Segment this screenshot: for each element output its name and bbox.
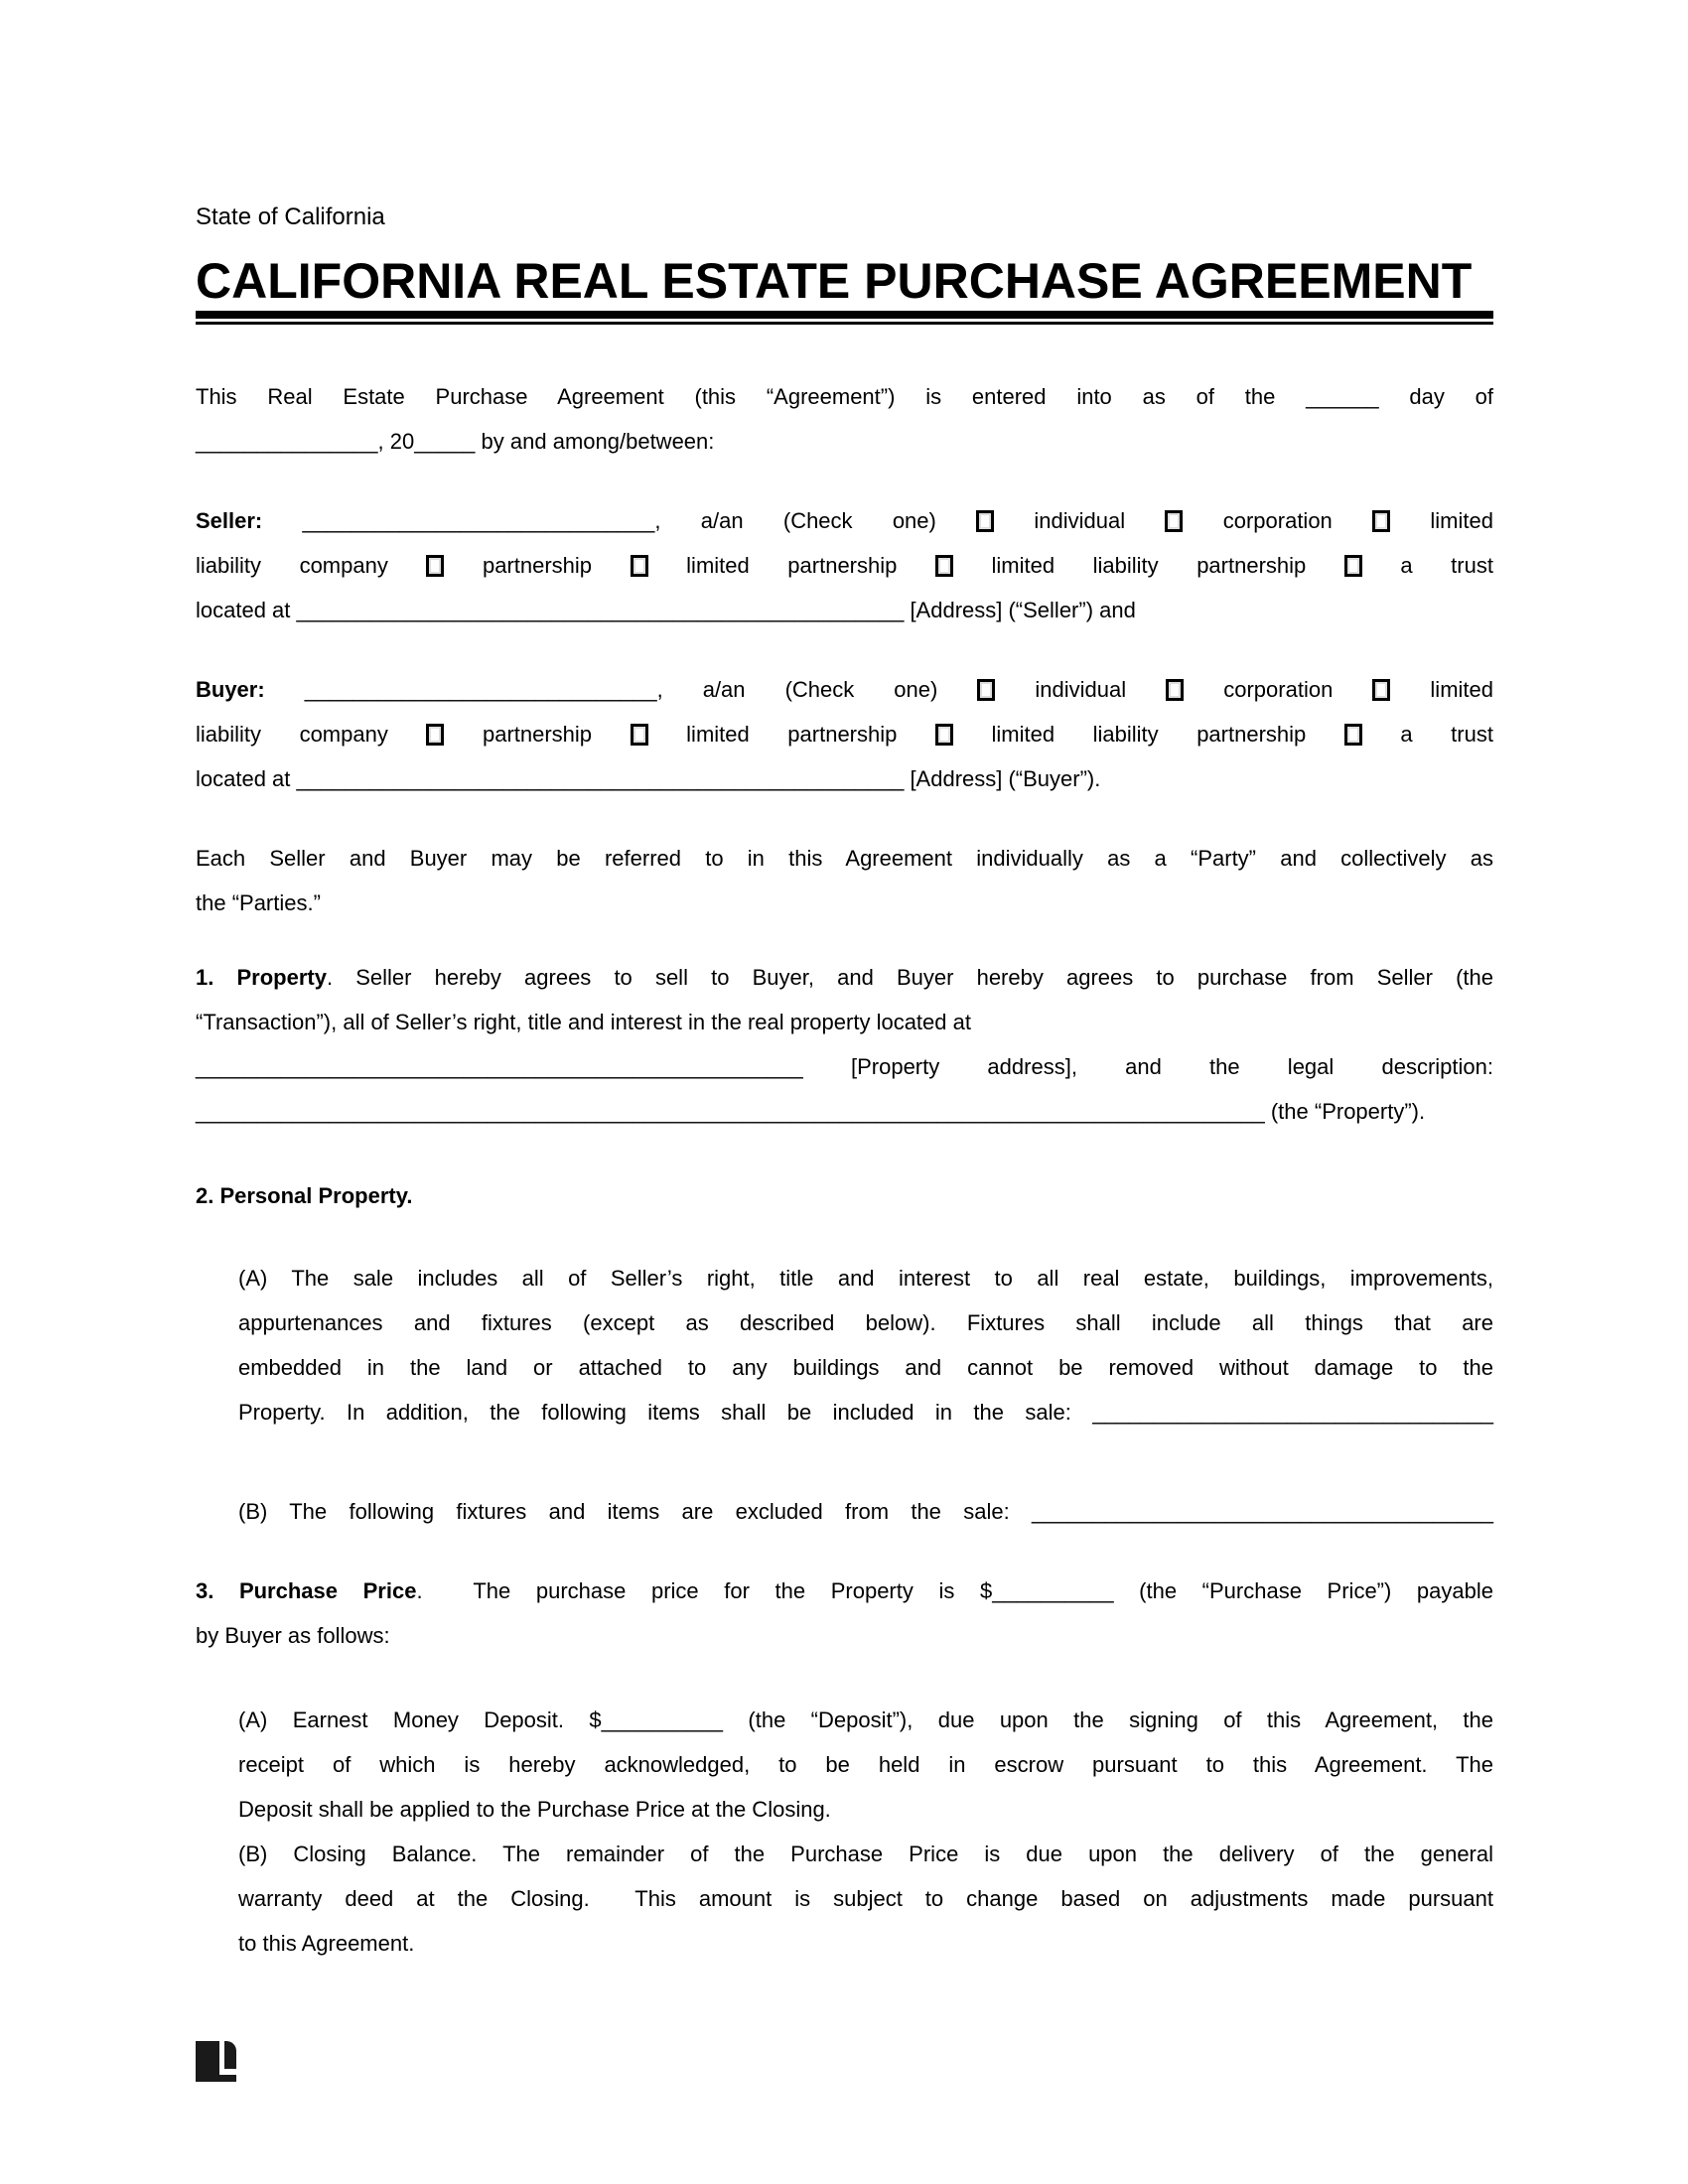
year-blank[interactable]: _____ <box>414 429 476 454</box>
seller-line-1 <box>196 498 1493 543</box>
seller-label: Seller: <box>196 508 263 533</box>
buyer-option-llc-label-part2: liability company <box>196 722 388 747</box>
parties-line-2: the “Parties.” <box>196 890 321 915</box>
seller-option-llc-label-part1: limited <box>1430 508 1493 533</box>
section-2-heading: 2. Personal Property. <box>196 1183 413 1208</box>
section-2-heading-row <box>196 1173 1493 1218</box>
buyer-option-trust-label: a trust <box>1400 722 1493 747</box>
parties-paragraph <box>196 836 1493 925</box>
buyer-checkbox-individual[interactable] <box>977 679 995 701</box>
section-1-line-3 <box>196 1044 1493 1089</box>
section-1-property <box>196 955 1493 1134</box>
seller-option-llc-label-part2: liability company <box>196 553 388 578</box>
buyer-address-blank[interactable]: __________________________________________________ <box>296 766 905 791</box>
logo-l-horizontal-cut <box>219 2069 236 2075</box>
seller-option-llp-label: limited liability partnership <box>991 553 1307 578</box>
section-2-subsection-a <box>238 1256 1493 1434</box>
text-run: [Address] (“Seller”) and <box>910 598 1136 622</box>
buyer-checkbox-corporation[interactable] <box>1166 679 1184 701</box>
seller-checkbox-corporation[interactable] <box>1165 510 1183 532</box>
text-run: located at <box>196 766 291 791</box>
seller-address-blank[interactable]: __________________________________________________ <box>296 598 905 622</box>
text-run: , a/an (Check one) <box>654 508 936 533</box>
text-run: . Seller hereby agrees to sell to Buyer, and Buyer hereby agrees to purchase from Seller (the <box>326 965 1493 990</box>
text-run: day of <box>1409 384 1493 409</box>
section-3b-line-3: to this Agreement. <box>238 1931 415 1956</box>
state-label: State of California <box>196 204 385 230</box>
seller-option-corporation-label: corporation <box>1222 508 1333 533</box>
buyer-checkbox-trust[interactable] <box>1344 724 1362 746</box>
buyer-line-3 <box>196 756 1493 801</box>
text-run: Property. In addition, the following items shall be included in the sale: <box>238 1400 1071 1425</box>
text-run: , 20 <box>377 429 415 454</box>
text-run: [Property address], and the legal description: <box>850 1054 1493 1079</box>
section-2b-line-1 <box>238 1489 1493 1534</box>
legal-templates-logo <box>196 2041 236 2082</box>
text-run: . The purchase price for the Property is $ <box>416 1578 993 1603</box>
buyer-line-1 <box>196 667 1493 712</box>
section-3a-line-3: Deposit shall be applied to the Purchase Price at the Closing. <box>238 1797 831 1822</box>
seller-paragraph <box>196 498 1493 632</box>
excluded-items-blank[interactable]: ______________________________________ <box>1032 1499 1493 1524</box>
seller-option-limited-partnership-label: limited partnership <box>686 553 898 578</box>
seller-checkbox-limited-liability-partnership[interactable] <box>935 555 953 577</box>
seller-checkbox-limited-liability-company[interactable] <box>1372 510 1390 532</box>
buyer-name-blank[interactable]: _____________________________ <box>304 677 657 702</box>
buyer-option-partnership-label: partnership <box>482 722 593 747</box>
purchase-price-blank[interactable]: __________ <box>992 1578 1114 1603</box>
text-run: by and among/between: <box>481 429 715 454</box>
logo-l-vertical-cut <box>219 2041 224 2069</box>
text-run: (the “Purchase Price”) payable <box>1139 1578 1493 1603</box>
section-3b-line-2: warranty deed at the Closing. This amount is subject to change based on adjustments made pursuant <box>238 1886 1493 1911</box>
section-1-line-4 <box>196 1089 1493 1134</box>
buyer-checkbox-partnership[interactable] <box>426 724 444 746</box>
text-run: , a/an (Check one) <box>656 677 938 702</box>
text-run: (A) Earnest Money Deposit. $ <box>238 1707 602 1732</box>
title-rule-divider <box>196 311 1493 325</box>
seller-option-trust-label: a trust <box>1400 553 1493 578</box>
section-3a-line-2: receipt of which is hereby acknowledged, to be held in escrow pursuant to this Agreement. The <box>238 1752 1493 1777</box>
seller-option-individual-label: individual <box>1034 508 1126 533</box>
section-2a-line-1: (A) The sale includes all of Seller’s right, title and interest to all real estate, buildings, improvements, <box>238 1266 1493 1291</box>
buyer-option-individual-label: individual <box>1035 677 1127 702</box>
seller-checkbox-limited-partnership[interactable] <box>631 555 648 577</box>
buyer-line-2 <box>196 712 1493 756</box>
section-3-subsections <box>238 1698 1493 1966</box>
section-1-heading: 1. Property <box>196 965 327 990</box>
seller-line-3 <box>196 588 1493 632</box>
buyer-option-llp-label: limited liability partnership <box>991 722 1307 747</box>
text-run: (B) The following fixtures and items are excluded from the sale: <box>238 1499 1010 1524</box>
text-run: (the “Deposit”), due upon the signing of this Agreement, the <box>748 1707 1494 1732</box>
buyer-paragraph <box>196 667 1493 801</box>
document-content <box>196 0 1493 1966</box>
buyer-checkbox-limited-liability-partnership[interactable] <box>935 724 953 746</box>
text-run: This Real Estate Purchase Agreement (this “Agreement”) is entered into as of the <box>196 384 1276 409</box>
section-3-purchase-price <box>196 1569 1493 1658</box>
section-1-line-1 <box>196 955 1493 1000</box>
seller-option-partnership-label: partnership <box>482 553 593 578</box>
text-run: located at <box>196 598 291 622</box>
buyer-checkbox-limited-liability-company[interactable] <box>1372 679 1390 701</box>
intro-line-2 <box>196 419 1493 464</box>
included-items-blank[interactable]: _________________________________ <box>1092 1400 1493 1425</box>
legal-description-blank[interactable]: ________________________________________________________________________________________ <box>196 1099 1265 1124</box>
seller-checkbox-trust[interactable] <box>1344 555 1362 577</box>
section-2a-line-2: appurtenances and fixtures (except as described below). Fixtures shall include all things that are <box>238 1310 1493 1335</box>
section-2a-line-4 <box>238 1390 1493 1434</box>
section-2-subsection-b <box>238 1489 1493 1534</box>
intro-line-1 <box>196 374 1493 419</box>
section-3b-line-1: (B) Closing Balance. The remainder of the Purchase Price is due upon the delivery of the general <box>238 1842 1493 1866</box>
seller-name-blank[interactable]: _____________________________ <box>302 508 655 533</box>
section-1-line-2: “Transaction”), all of Seller’s right, title and interest in the real property located at <box>196 1010 971 1034</box>
text-run: [Address] (“Buyer”). <box>910 766 1101 791</box>
property-address-blank[interactable]: __________________________________________________ <box>196 1054 803 1079</box>
section-3-line-1 <box>196 1569 1493 1613</box>
buyer-label: Buyer: <box>196 677 265 702</box>
buyer-option-corporation-label: corporation <box>1223 677 1334 702</box>
buyer-option-llc-label-part1: limited <box>1430 677 1493 702</box>
day-blank[interactable]: ______ <box>1306 384 1379 409</box>
section-3a-line-1 <box>238 1698 1493 1742</box>
section-3-line-2: by Buyer as follows: <box>196 1623 390 1648</box>
date-blank[interactable]: _______________ <box>196 429 378 454</box>
section-2a-line-3: embedded in the land or attached to any buildings and cannot be removed without damage to the <box>238 1355 1493 1380</box>
deposit-amount-blank[interactable]: __________ <box>601 1707 723 1732</box>
buyer-option-limited-partnership-label: limited partnership <box>686 722 898 747</box>
page-title: CALIFORNIA REAL ESTATE PURCHASE AGREEMENT <box>196 253 1473 309</box>
seller-checkbox-individual[interactable] <box>976 510 994 532</box>
buyer-checkbox-limited-partnership[interactable] <box>631 724 648 746</box>
seller-checkbox-partnership[interactable] <box>426 555 444 577</box>
seller-line-2 <box>196 543 1493 588</box>
parties-line-1: Each Seller and Buyer may be referred to in this Agreement individually as a “Party” and collectively as <box>196 846 1493 871</box>
section-3-heading: 3. Purchase Price <box>196 1578 417 1603</box>
intro-paragraph <box>196 374 1493 464</box>
text-run: (the “Property”). <box>1270 1099 1426 1124</box>
